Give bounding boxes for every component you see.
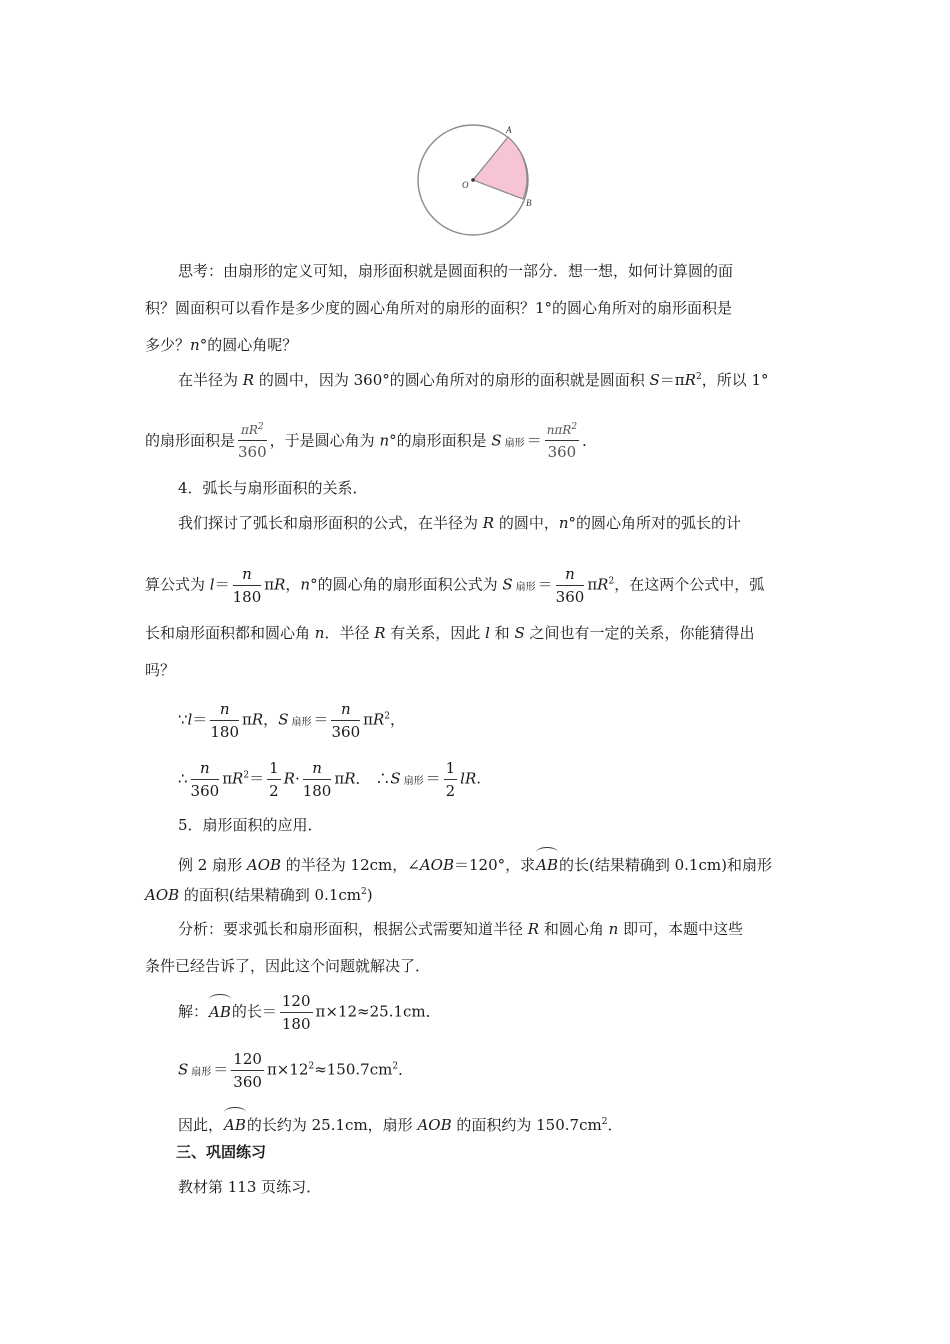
para-relation-line3 — [145, 622, 810, 644]
because-symbol: ∵ — [178, 710, 188, 729]
var-l: l — [187, 710, 193, 729]
superscript: 2 — [392, 1061, 399, 1072]
example-line2 — [145, 884, 810, 906]
numerator: n — [331, 698, 360, 721]
text: 有关系，因此 — [385, 624, 486, 642]
arc-ab: AB — [224, 1110, 246, 1136]
text: 4．弧长与扇形面积的关系． — [178, 479, 368, 497]
equation-because — [178, 698, 843, 743]
text: 在半径为 — [178, 371, 243, 389]
text: 的圆中，因为 360°的圆心角所对的扇形的面积就是圆面积 — [254, 371, 650, 389]
denominator: 180 — [302, 782, 332, 800]
subscript: 扇形 — [504, 437, 525, 449]
fraction — [267, 757, 281, 802]
text: °的圆心角所对的弧长的计 — [568, 514, 742, 532]
conclusion-line — [178, 1110, 843, 1136]
text: ，所以 1° — [701, 371, 769, 389]
text: 5．扇形面积的应用． — [178, 816, 323, 834]
var-r: R — [482, 514, 495, 532]
var-s: S — [502, 575, 513, 594]
superscript: 2 — [608, 576, 615, 587]
sector-figure — [410, 118, 540, 238]
text: 我们探讨了弧长和扇形面积的公式，在半径为 — [178, 514, 483, 532]
denominator: 360 — [238, 443, 267, 461]
text: π — [587, 575, 598, 594]
text: 思考：由扇形的定义可知，扇形面积就是圆面积的一部分．想一想，如何计算圆的面 — [178, 262, 734, 280]
var-s: S — [178, 1060, 189, 1079]
var-r: R — [374, 624, 386, 642]
var-aob: AOB — [417, 1116, 452, 1134]
numerator: nπR — [546, 423, 572, 437]
denominator: 360 — [555, 588, 585, 606]
numerator: n — [191, 757, 220, 780]
denominator: 360 — [547, 443, 577, 461]
var-l: l — [485, 624, 490, 642]
var-aob: AOB — [419, 856, 454, 874]
heading-4 — [178, 477, 843, 499]
text: 的长(结果精确到 0.1cm)和扇形 — [559, 856, 772, 874]
fraction — [191, 757, 220, 802]
text: 吗？ — [145, 661, 176, 679]
solution-line1 — [178, 990, 843, 1035]
text: ， — [263, 710, 279, 729]
numerator: 1 — [444, 757, 458, 780]
fraction — [545, 420, 579, 463]
text: ， — [390, 710, 406, 729]
superscript: 2 — [384, 711, 391, 722]
text: 即可，本题中这些 — [618, 920, 744, 938]
text: · — [294, 769, 300, 788]
text: ＝ — [526, 431, 542, 450]
denominator: 2 — [445, 782, 456, 800]
text: 三、巩固练习 — [176, 1143, 267, 1161]
numerator: n — [556, 563, 585, 586]
numerator: n — [233, 563, 262, 586]
para-area-line2 — [145, 420, 810, 463]
subscript: 扇形 — [515, 581, 536, 593]
text: ＝ — [249, 769, 265, 788]
text: π×12 — [266, 1060, 309, 1079]
label-b: B — [526, 198, 532, 208]
text: 积？圆面积可以看作是多少度的圆心角所对的扇形的面积？1°的圆心角所对的扇形面积是 — [145, 299, 733, 317]
var-n: n — [190, 336, 200, 354]
fraction — [303, 757, 332, 802]
analysis-line1 — [178, 918, 843, 940]
center-point — [471, 178, 475, 182]
para-think-line2 — [145, 297, 810, 319]
text: . — [476, 769, 482, 788]
section-heading-3 — [176, 1141, 841, 1163]
subscript: 扇形 — [291, 716, 312, 728]
numerator: 120 — [231, 1048, 264, 1071]
var-n: n — [379, 431, 390, 450]
var-s: S — [390, 769, 401, 788]
var-r: R — [242, 371, 255, 389]
numerator: 1 — [267, 757, 281, 780]
var-n: n — [608, 920, 619, 938]
text: π — [363, 710, 373, 729]
text: 的圆中， — [494, 514, 559, 532]
text: 因此， — [178, 1116, 224, 1134]
superscript: 2 — [695, 372, 702, 382]
var-n: n — [558, 514, 569, 532]
var-s: S — [514, 624, 525, 642]
equation-therefore — [178, 757, 843, 802]
denominator: 2 — [269, 782, 279, 800]
denominator: 360 — [233, 1073, 262, 1091]
var-s: S — [491, 431, 502, 450]
text: 算公式为 — [145, 575, 210, 594]
analysis-line2 — [145, 955, 810, 977]
exercise-line — [178, 1176, 843, 1198]
fraction — [238, 420, 267, 463]
example-line1 — [178, 850, 843, 876]
fraction — [556, 563, 585, 608]
var-r: R — [232, 769, 244, 788]
var-aob: AOB — [145, 886, 180, 904]
text: ＝ — [192, 710, 208, 729]
var-aob: AOB — [246, 856, 282, 874]
text: °的圆心角呢？ — [199, 336, 298, 354]
text: 的长＝ — [231, 1002, 277, 1021]
denominator: 180 — [281, 1015, 311, 1033]
fraction — [444, 757, 458, 802]
para-relation-line2 — [145, 563, 810, 608]
para-area-line1 — [178, 369, 843, 391]
text: 和圆心角 — [539, 920, 609, 938]
therefore-symbol: ∴ — [375, 769, 391, 788]
text: 多少？ — [145, 336, 191, 354]
para-think-line3 — [145, 334, 810, 356]
text: ，在这两个公式中，弧 — [614, 575, 765, 594]
text: ． — [607, 1116, 623, 1134]
text: π×12≈25.1cm． — [315, 1002, 441, 1021]
arc-ab: AB — [209, 997, 231, 1023]
subscript: 扇形 — [191, 1066, 212, 1078]
text: °的扇形面积是 — [389, 431, 492, 450]
var-r: R — [283, 769, 295, 788]
heading-5 — [178, 814, 843, 836]
var-r: R — [684, 371, 696, 389]
denominator: 180 — [210, 723, 240, 741]
text: 长和扇形面积都和圆心角 — [145, 624, 315, 642]
text: ． — [398, 1060, 414, 1079]
text: 的面积约为 150.7cm — [451, 1116, 602, 1134]
para-relation-line4 — [145, 659, 810, 681]
fraction — [210, 698, 239, 743]
text: ． — [582, 431, 598, 450]
numerator: 120 — [280, 990, 313, 1013]
var-r: R — [251, 710, 264, 729]
fraction — [280, 990, 313, 1035]
text: 之间也有一定的关系，你能猜得出 — [524, 624, 755, 642]
var-r: R — [274, 575, 286, 594]
var-r: R — [527, 920, 540, 938]
text: 例 2 扇形 — [178, 856, 247, 874]
fraction — [331, 698, 360, 743]
numerator: n — [303, 757, 332, 780]
superscript: 2 — [361, 887, 367, 897]
fraction — [233, 563, 262, 608]
var-n: n — [300, 575, 311, 594]
text: ＝120°，求 — [454, 856, 536, 874]
text: 解： — [178, 1002, 209, 1021]
text: ≈150.7cm — [314, 1060, 393, 1079]
text: ＝ — [537, 575, 553, 594]
denominator: 360 — [190, 782, 220, 800]
superscript: 2 — [601, 1117, 608, 1127]
var-n: n — [314, 624, 325, 642]
var-r: R — [372, 710, 385, 729]
para-think-line1 — [178, 260, 843, 282]
numerator: n — [210, 698, 239, 721]
fraction — [231, 1048, 264, 1093]
para-relation-line1 — [178, 512, 843, 534]
label-o: O — [462, 180, 469, 190]
text: °的圆心角的扇形面积公式为 — [310, 575, 503, 594]
numerator: πR — [241, 423, 258, 437]
sector-aob — [473, 137, 527, 199]
text: π — [264, 575, 275, 594]
label-a: A — [506, 125, 512, 135]
therefore-symbol: ∴ — [178, 769, 188, 788]
text: 教材第 113 页练习． — [178, 1178, 322, 1196]
denominator: 180 — [232, 588, 262, 606]
var-r: R — [464, 769, 477, 788]
var-r: R — [344, 769, 356, 788]
text: ＝ — [214, 575, 230, 594]
arc-ab: AB — [536, 850, 558, 876]
superscript: 2 — [571, 422, 578, 432]
text: ) — [366, 886, 373, 904]
text: ，于是圆心角为 — [269, 431, 380, 450]
text: ＝ — [313, 710, 329, 729]
superscript: 2 — [243, 770, 250, 781]
text: 的面积(结果精确到 0.1cm — [179, 886, 362, 904]
text: 的长约为 25.1cm，扇形 — [246, 1116, 418, 1134]
superscript: 2 — [308, 1061, 315, 1072]
text: ＝ — [213, 1060, 229, 1079]
superscript: 2 — [257, 422, 264, 432]
var-l: l — [209, 575, 215, 594]
solution-line2 — [178, 1048, 843, 1093]
text: ．半径 — [324, 624, 375, 642]
text: 分析：要求弧长和扇形面积，根据公式需要知道半径 — [178, 920, 528, 938]
text: 条件已经告诉了，因此这个问题就解决了． — [145, 957, 431, 975]
text: 的扇形面积是 — [145, 431, 236, 450]
text: π — [334, 769, 345, 788]
text: π — [242, 710, 252, 729]
text: π — [222, 769, 233, 788]
var-r: R — [597, 575, 609, 594]
var-s: S — [649, 371, 660, 389]
text: 的半径为 12cm，∠ — [281, 856, 420, 874]
text: 和 — [489, 624, 515, 642]
text: ， — [285, 575, 301, 594]
text: ＝π — [659, 371, 685, 389]
var-l: l — [460, 769, 465, 788]
text: ＝ — [425, 769, 441, 788]
text: ． — [355, 769, 371, 788]
var-s: S — [278, 710, 289, 729]
subscript: 扇形 — [403, 775, 424, 787]
denominator: 360 — [331, 723, 361, 741]
